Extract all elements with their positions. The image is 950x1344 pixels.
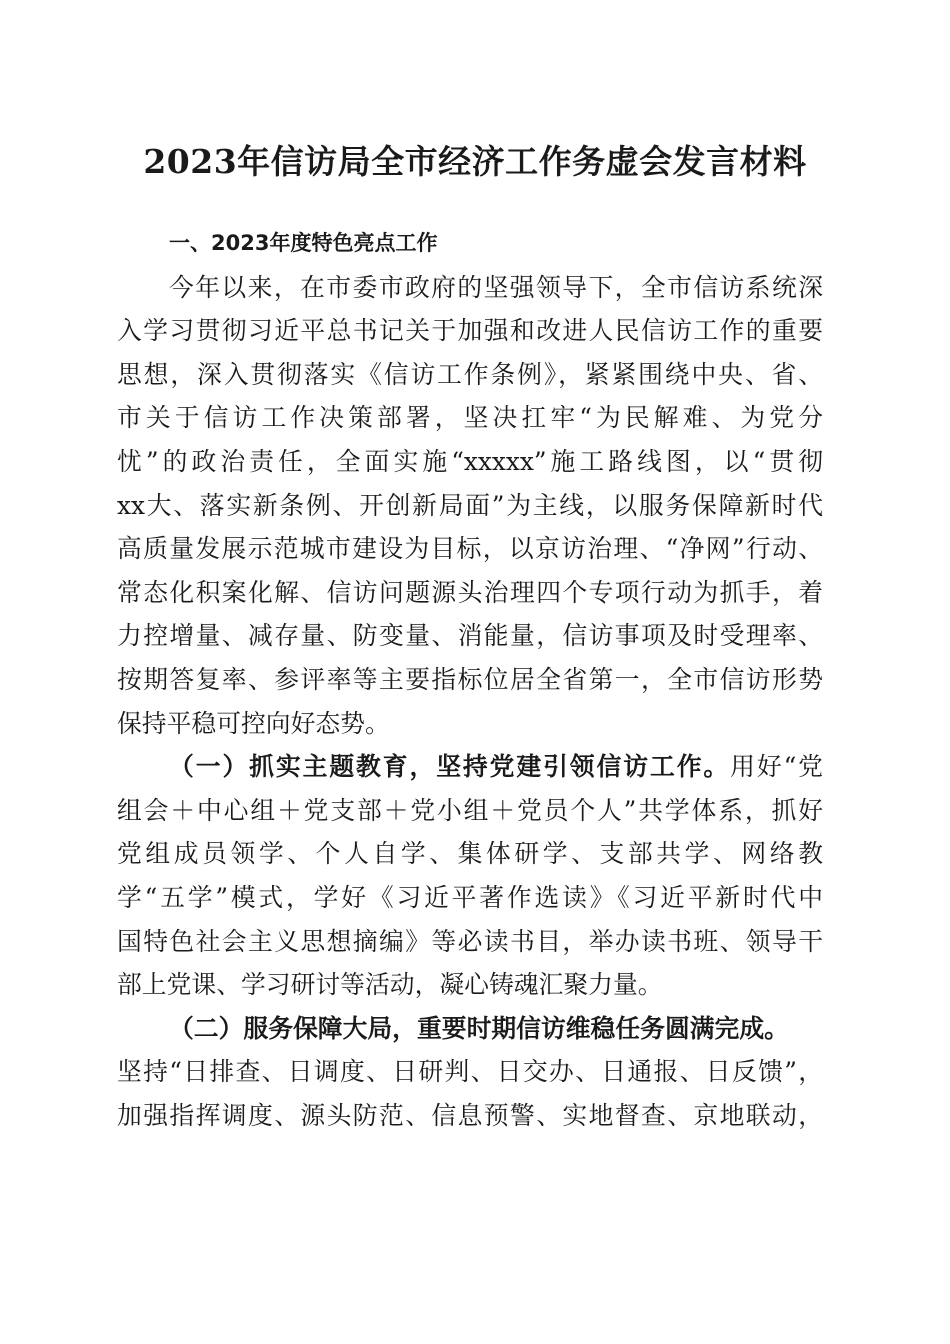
paragraph-line (117, 1007, 823, 1051)
document-title: 2023年信访局全市经济工作务虚会发言材料 (143, 142, 807, 181)
section-heading-1: 一、2023年度特色亮点工作 (169, 231, 438, 255)
paragraph-line: 坚持“日排查、日调度、日研判、日交办、日通报、日反馈”， (117, 1057, 823, 1087)
paragraph-line-rest: 用好“党 (730, 752, 823, 782)
paragraph-line: 入学习贯彻习近平总书记关于加强和改进人民信访工作的重要 (117, 316, 823, 346)
paragraph-line: 高质量发展示范城市建设为目标，以京访治理、“净网”行动、 (117, 534, 823, 564)
paragraph-line: 忧”的政治责任，全面实施“xxxxx”施工路线图，以“贯彻 (117, 446, 823, 476)
paragraph-3 (117, 1007, 823, 1138)
paragraph-2 (117, 745, 823, 1007)
paragraph-line: 按期答复率、参评率等主要指标位居全省第一，全市信访形势 (117, 664, 823, 694)
paragraph-line: 党组成员领学、个人自学、集体研学、支部共学、网络教 (117, 839, 823, 869)
paragraph-line: 保持平稳可控向好态势。 (117, 708, 390, 738)
paragraph-line: 国特色社会主义思想摘编》等必读书目，举办读书班、领导干 (117, 926, 823, 956)
paragraph-lead-heading: （二）服务保障大局，重要时期信访维稳任务圆满完成。 (169, 1013, 789, 1043)
paragraph-line: 学“五学”模式，学好《习近平著作选读》《习近平新时代中 (117, 882, 823, 912)
paragraph-line: 部上党课、学习研讨等活动，凝心铸魂汇聚力量。 (117, 970, 663, 1000)
paragraph-line (117, 745, 823, 789)
paragraph-line: 思想，深入贯彻落实《信访工作条例》，紧紧围绕中央、省、 (117, 359, 823, 389)
paragraph-1 (117, 266, 823, 746)
paragraph-line: xx大、落实新条例、开创新局面”为主线，以服务保障新时代 (117, 490, 823, 520)
paragraph-line: 市关于信访工作决策部署，坚决扛牢“为民解难、为党分 (117, 403, 823, 433)
paragraph-lead-heading: （一）抓实主题教育，坚持党建引领信访工作。 (169, 752, 731, 782)
paragraph-line: 今年以来，在市委市政府的坚强领导下，全市信访系统深 (169, 272, 823, 302)
paragraph-line: 常态化积案化解、信访问题源头治理四个专项行动为抓手，着 (117, 577, 823, 607)
paragraph-line: 力控增量、减存量、防变量、消能量，信访事项及时受理率、 (117, 621, 823, 651)
document-body (117, 222, 823, 1137)
paragraph-line: 加强指挥调度、源头防范、信息预警、实地督查、京地联动， (117, 1100, 823, 1130)
paragraph-line: 组会＋中心组＋党支部＋党小组＋党员个人”共学体系，抓好 (117, 795, 823, 825)
